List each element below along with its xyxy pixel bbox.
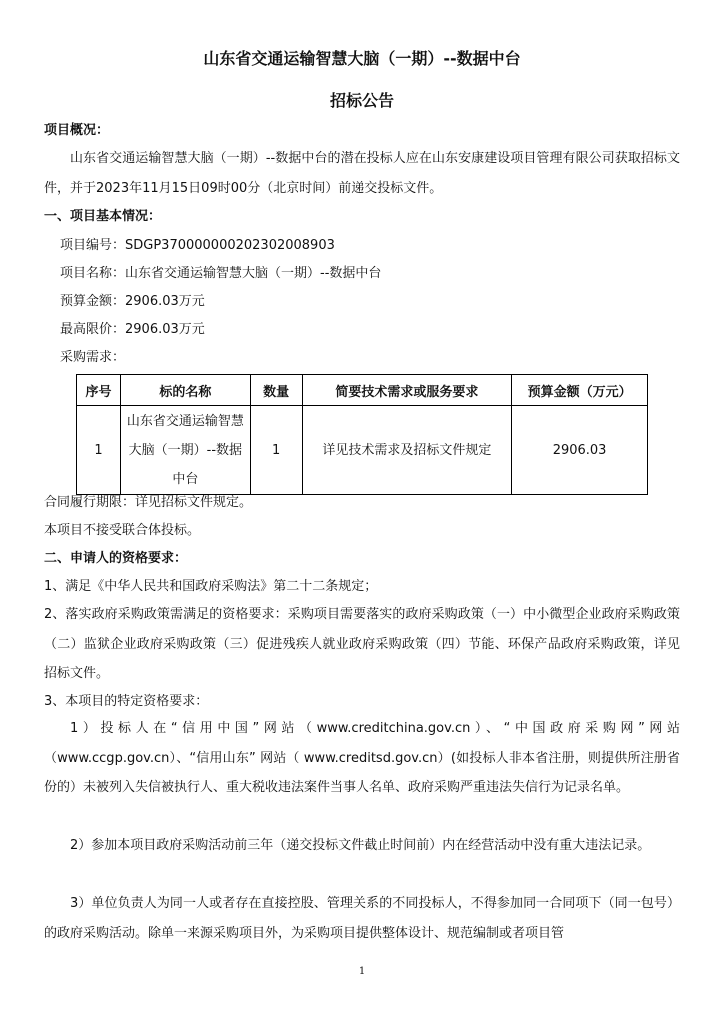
page-number: 1 [358,966,366,977]
requirement-label: 采购需求： [60,350,126,365]
table-header-cell: 序号 [77,375,121,406]
qualification-sub-2: 2）参加本项目政府采购活动前三年（递交投标文件截止时间前）内在经营活动中没有重大违法记录。 [70,838,651,853]
table-header-cell: 数量 [250,375,302,406]
table-header-cell: 标的名称 [120,375,250,406]
project-number: 项目编号：SDGP370000000202302008903 [60,238,335,253]
item-name: 山东省交通运输智慧大脑（一期）--数据中台 [120,406,250,495]
item-requirement: 详见技术需求及招标文件规定 [302,406,512,495]
consortium-note: 本项目不接受联合体投标。 [44,523,201,538]
project-name: 项目名称：山东省交通运输智慧大脑（一期）--数据中台 [60,266,382,281]
table-row [77,406,648,495]
qualification-item-3: 3、本项目的特定资格要求： [44,694,209,709]
item-quantity: 1 [250,406,302,495]
overview-heading: 项目概况： [44,123,110,138]
table-header-cell: 预算金额（万元） [512,375,648,406]
qualification-item-1: 1、满足《中华人民共和国政府采购法》第二十二条规定； [44,579,378,594]
document-title: 山东省交通运输智慧大脑（一期）--数据中台 [203,49,521,68]
qualification-sub-3: 3）单位负责人为同一人或者存在直接控股、管理关系的不同投标人，不得参加同一合同项下（同一包号）的政府采购活动。除单一来源采购项目外，为采购项目提供整体设计、规范编制或者项目管 [44,896,680,941]
table-header-row [77,375,648,406]
item-amount: 2906.03 [512,406,648,495]
document-subtitle: 招标公告 [329,91,394,110]
table-header-cell: 简要技术需求或服务要求 [302,375,512,406]
budget-amount: 预算金额：2906.03万元 [60,294,205,309]
qualification-sub-1: 1）投标人在“信用中国”网站（www.creditchina.gov.cn）、“中国政府采购网”网站（www.ccgp.gov.cn）、“信用山东” 网站（ www.creditsd.gov.cn）(如投标人非本省注册，则提供所注册省份的）未被列入失信被执行人、重大税收违法案件当事人名单、政府采购严重违法失信行为记录名单。 [44,721,680,795]
contract-term: 合同履行期限：详见招标文件规定。 [44,495,253,510]
section1-heading: 一、项目基本情况： [44,209,162,224]
qualification-item-2: 2、落实政府采购政策需满足的资格要求：采购项目需要落实的政府采购政策（一）中小微型企业政府采购政策（二）监狱企业政府采购政策（三）促进残疾人就业政府采购政策（四）节能、环保产品政府采购政策，详见招标文件。 [44,607,680,681]
row-number: 1 [77,406,121,495]
requirements-table [76,374,648,495]
max-price: 最高限价：2906.03万元 [60,322,205,337]
section2-heading: 二、申请人的资格要求： [44,551,188,566]
overview-text: 山东省交通运输智慧大脑（一期）--数据中台的潜在投标人应在山东安康建设项目管理有限公司获取招标文件，并于2023年11月15日09时00分（北京时间）前递交投标文件。 [44,151,680,196]
